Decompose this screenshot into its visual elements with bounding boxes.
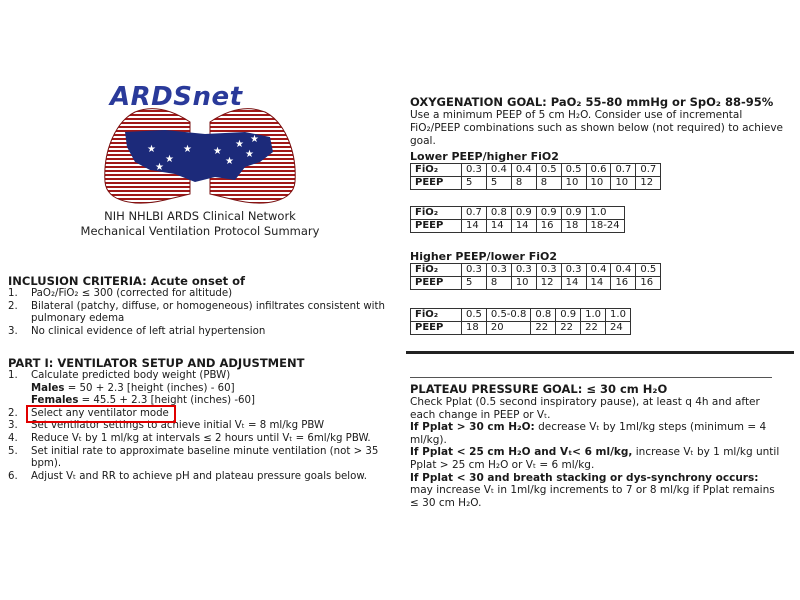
list-item (8, 301, 388, 326)
females-formula: = 45.5 + 2.3 [height (inches) -60] (78, 395, 255, 407)
cell: 18 (561, 220, 586, 233)
lower-peep-table-b (410, 206, 625, 233)
svg-text:★: ★ (155, 162, 164, 173)
males-label: Males (31, 382, 65, 394)
cell: 0.4 (586, 264, 611, 277)
cell: 0.5 (536, 164, 561, 177)
plateau-rule-1 (410, 421, 782, 446)
cell: 5 (462, 177, 487, 190)
oxygenation-text: Use a minimum PEEP of 5 cm H₂O. Consider use of incremental FiO₂/PEEP combinations such as shown below (not required) to achieve goal. (410, 109, 783, 147)
svg-text:★: ★ (225, 156, 234, 167)
higher-peep-title: Higher PEEP/lower FiO2 (410, 250, 558, 263)
cell: 16 (611, 277, 636, 290)
cell: 0.3 (462, 164, 487, 177)
cell: 18 (462, 322, 487, 335)
cell: 0.7 (611, 164, 636, 177)
logo-caption-line2: Mechanical Ventilation Protocol Summary (80, 224, 320, 238)
cell: 10 (611, 177, 636, 190)
plateau-rule-3 (410, 472, 782, 510)
plateau-body (410, 396, 782, 509)
cell: 20 (486, 322, 530, 335)
svg-text:★: ★ (183, 144, 192, 155)
cell: 14 (462, 220, 487, 233)
cell: 0.4 (611, 264, 636, 277)
lower-peep-title: Lower PEEP/higher FiO2 (410, 150, 559, 163)
plateau-heading: PLATEAU PRESSURE GOAL: ≤ 30 cm H₂O (410, 382, 668, 396)
cell: 0.3 (536, 264, 561, 277)
svg-text:★: ★ (245, 149, 254, 160)
cell: 24 (606, 322, 631, 335)
list-item (8, 446, 388, 471)
plateau-intro: Check Pplat (0.5 second inspiratory pause), at least q 4h and after each change in PEEP or Vₜ. (410, 396, 760, 421)
cell: 0.9 (511, 207, 536, 220)
cell: 14 (561, 277, 586, 290)
table-row (411, 220, 625, 233)
cell: 12 (636, 177, 661, 190)
cell: 16 (536, 220, 561, 233)
cell: 1.0 (586, 207, 624, 220)
item-text: PaO₂/FiO₂ ≤ 300 (corrected for altitude) (31, 288, 233, 299)
svg-text:★: ★ (250, 134, 259, 145)
table-row (411, 207, 625, 220)
cell: 16 (636, 277, 661, 290)
inclusion-heading: INCLUSION CRITERIA: Acute onset of (8, 274, 246, 288)
row-label: FiO₂ (411, 164, 462, 177)
list-item (8, 326, 388, 339)
item-text: Calculate predicted body weight (PBW) (31, 370, 231, 381)
table-row (411, 164, 661, 177)
higher-peep-table-a (410, 263, 661, 290)
cell: 0.9 (561, 207, 586, 220)
item-text: No clinical evidence of left atrial hypertension (31, 325, 266, 337)
item-number: 2. (8, 407, 18, 419)
row-label: PEEP (411, 277, 462, 290)
cell: 8 (486, 277, 511, 290)
cell: 22 (556, 322, 581, 335)
item-number: 1. (8, 288, 18, 299)
section-divider (406, 351, 794, 354)
cell: 10 (586, 177, 611, 190)
item-number: 6. (8, 470, 18, 482)
item-text: Adjust Vₜ and RR to achieve pH and plateau pressure goals below. (31, 470, 367, 482)
cell: 0.5-0.8 (486, 309, 530, 322)
females-label: Females (31, 395, 79, 407)
oxygenation-heading: OXYGENATION GOAL: PaO₂ 55-80 mmHg or SpO₂ 88-95% (410, 95, 774, 109)
row-label: PEEP (411, 322, 462, 335)
cell: 14 (511, 220, 536, 233)
table-row (411, 264, 661, 277)
list-item (8, 471, 388, 484)
cell: 10 (511, 277, 536, 290)
rule-3-condition: If Pplat < 30 and breath stacking or dys-synchrony occurs: (410, 471, 759, 484)
logo-caption-line1: NIH NHLBI ARDS Clinical Network (104, 209, 296, 223)
item-number: 3. (8, 325, 18, 337)
section-divider-thin (410, 377, 772, 378)
cell: 0.9 (536, 207, 561, 220)
svg-text:★: ★ (213, 146, 222, 157)
table-row (411, 309, 631, 322)
row-label: PEEP (411, 177, 462, 190)
cell: 0.4 (486, 164, 511, 177)
cell: 0.5 (561, 164, 586, 177)
higher-peep-table-b (410, 308, 631, 335)
cell: 1.0 (606, 309, 631, 322)
item-number: 5. (8, 445, 18, 457)
item-text: Reduce Vₜ by 1 ml/kg at intervals ≤ 2 hours until Vₜ = 6ml/kg PBW. (31, 432, 371, 444)
cell: 0.9 (556, 309, 581, 322)
cell: 14 (586, 277, 611, 290)
item-number: 2. (8, 300, 18, 312)
cell: 18-24 (586, 220, 624, 233)
cell: 0.5 (636, 264, 661, 277)
rule-2-action: increase Vₜ by 1 ml/kg until Pplat > 25 cm H₂O or Vₜ = 6 ml/kg. (410, 446, 780, 471)
row-label: FiO₂ (411, 309, 462, 322)
cell: 0.3 (561, 264, 586, 277)
table-row (411, 177, 661, 190)
list-item (8, 370, 388, 383)
item-text: Bilateral (patchy, diffuse, or homogeneous) infiltrates consistent with pulmonary edema (31, 300, 385, 325)
males-formula: = 50 + 2.3 [height (inches) - 60] (64, 382, 235, 394)
cell: 14 (486, 220, 511, 233)
table-row (411, 277, 661, 290)
cell: 0.8 (486, 207, 511, 220)
logo-title: ARDSnet (110, 82, 243, 112)
cell: 0.4 (511, 164, 536, 177)
cell: 5 (486, 177, 511, 190)
part1-list (8, 370, 388, 483)
cell: 0.7 (636, 164, 661, 177)
cell: 12 (536, 277, 561, 290)
item-text: Set ventilator settings to achieve initial Vₜ = 8 ml/kg PBW (31, 420, 325, 432)
list-item (8, 288, 388, 301)
cell: 8 (511, 177, 536, 190)
cell: 1.0 (581, 309, 606, 322)
lower-peep-table-a (410, 163, 661, 190)
table-row (411, 322, 631, 335)
row-label: FiO₂ (411, 264, 462, 277)
rule-1-action: decrease Vₜ by 1ml/kg steps (minimum = 4 ml/kg). (410, 421, 767, 446)
svg-text:★: ★ (165, 154, 174, 165)
list-item (8, 433, 388, 446)
item-text-select-mode: Select any ventilator mode (31, 407, 169, 419)
cell: 8 (536, 177, 561, 190)
cell: 22 (581, 322, 606, 335)
cell: 0.5 (462, 309, 487, 322)
item-number: 1. (8, 370, 18, 381)
item-text: Set initial rate to approximate baseline minute ventilation (not > 35 bpm). (31, 445, 379, 470)
cell: 0.3 (511, 264, 536, 277)
cell: 10 (561, 177, 586, 190)
list-item (8, 383, 388, 396)
rule-3-action: may increase Vₜ in 1ml/kg increments to 7 or 8 ml/kg if Pplat remains ≤ 30 cm H₂O. (410, 484, 775, 509)
inclusion-list (8, 288, 388, 338)
cell: 0.3 (486, 264, 511, 277)
rule-2-condition: If Pplat < 25 cm H₂O and Vₜ< 6 ml/kg, (410, 446, 633, 459)
rule-1-condition: If Pplat > 30 cm H₂O: (410, 421, 535, 434)
highlight-box (26, 405, 176, 423)
plateau-rule-2 (410, 446, 782, 471)
svg-text:★: ★ (235, 139, 244, 150)
cell: 22 (531, 322, 556, 335)
row-label: FiO₂ (411, 207, 462, 220)
cell: 0.8 (531, 309, 556, 322)
svg-text:★: ★ (147, 144, 156, 155)
row-label: PEEP (411, 220, 462, 233)
cell: 5 (462, 277, 487, 290)
cell: 0.3 (462, 264, 487, 277)
item-number: 4. (8, 432, 18, 444)
cell: 0.6 (586, 164, 611, 177)
part1-heading: PART I: VENTILATOR SETUP AND ADJUSTMENT (8, 356, 305, 370)
item-number: 3. (8, 420, 18, 432)
cell: 0.7 (462, 207, 487, 220)
